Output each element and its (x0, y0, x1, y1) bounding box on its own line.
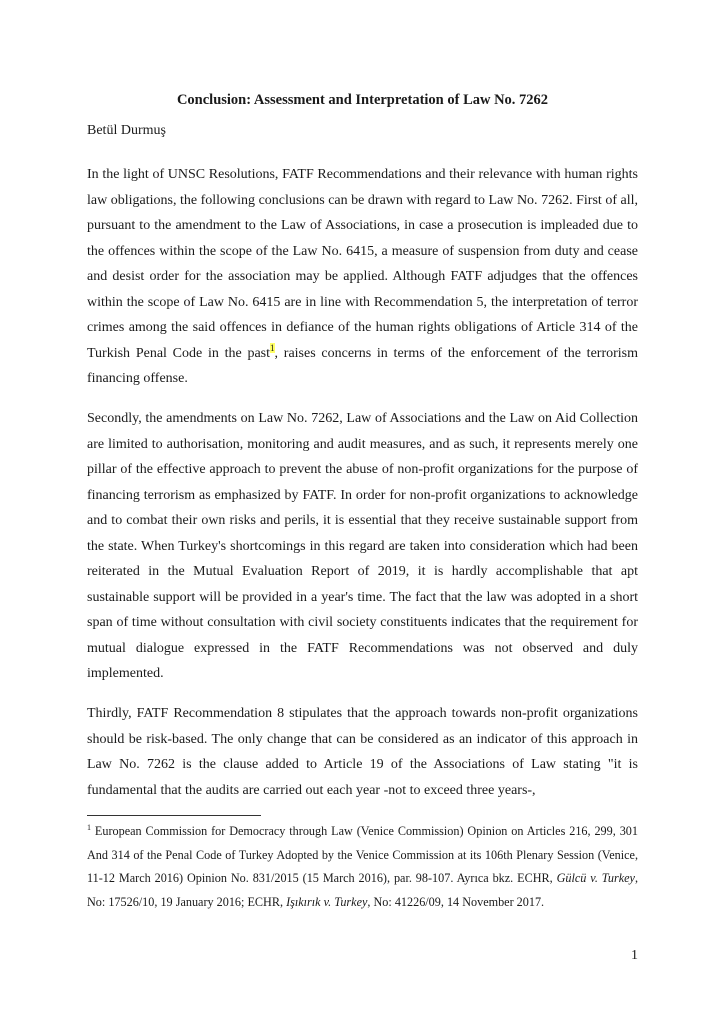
footnote-number: 1 (87, 822, 91, 832)
author-name: Betül Durmuş (87, 123, 166, 138)
paragraph-1-text-b: , raises concerns in terms of the enforcement of the terrorism financing offense. (87, 345, 638, 386)
footnote-separator (87, 815, 261, 816)
page-number: 1 (631, 948, 638, 963)
footnote-text-a: European Commission for Democracy through Law (Venice Commission) Opinion on Articles 216, 299, 301 And 314 of the Penal Code of Turkey Adopted by the Venice Commission at its 106th Plenary Session (Venice, 11-12 March 2016) Opinion No. 831/2015 (15 March 2016), par. 98-107. Ayrıca bkz. ECHR, (87, 824, 638, 885)
footnote-case-1: Gülcü v. Turkey (556, 871, 635, 885)
paragraph-1-text-a: In the light of UNSC Resolutions, FATF Recommendations and their relevance with human rights law obligations, the following conclusions can be drawn with regard to Law No. 7262. First of all, pursuant to the amendment to the Law of Associations, in case a prosecution is impleaded due to the offences within the scope of the Law No. 6415, a measure of suspension from duty and cease and desist order for the association may be applied. Although FATF adjudges that the offences within the scope of Law No. 6415 are in line with Recommendation 5, the interpretation of terror crimes among the said offences in defiance of the human rights obligations of Article 314 of the Turkish Penal Code in the past (87, 167, 638, 361)
paragraph-3: Thirdly, FATF Recommendation 8 stipulates that the approach towards non-profit organizations should be risk-based. The only change that can be considered as an indicator of this approach in Law No. 7262 is the clause added to Article 19 of the Associations of Law stating "it is fundamental that the audits are carried out each year -not to exceed three years-, (87, 706, 638, 798)
footnote-1 (87, 820, 638, 914)
footnote-text-c: , No: 41226/09, 14 November 2017. (367, 894, 545, 909)
footnote-case-2: Işıkırık v. Turkey (286, 894, 368, 909)
document-title: Conclusion: Assessment and Interpretation of Law No. 7262 (176, 92, 549, 108)
paragraph-2: Secondly, the amendments on Law No. 7262, Law of Associations and the Law on Aid Collection are limited to authorisation, monitoring and audit measures, and as such, it represents merely one pillar of the effective approach to prevent the abuse of non-profit organizations for the purpose of financing terrorism as emphasized by FATF. In order for non-profit organizations to acknowledge and to combat their own risks and perils, it is essential that they receive sustainable support from the state. When Turkey's shortcomings in this regard are taken into consideration which had been reiterated in the Mutual Evaluation Report of 2019, it is hardly accomplishable that apt sustainable support will be provided in a year's time. The fact that the law was adopted in a short span of time without consultation with civil society constituents indicates that the requirement for mutual dialogue expressed in the FATF Recommendations was not observed and duly implemented. (87, 411, 638, 681)
footnote-reference[interactable]: 1 (270, 342, 275, 353)
paragraph-1 (87, 162, 638, 392)
footnote-text-b: , No: 17526/10, 19 January 2016; ECHR, (87, 871, 638, 909)
